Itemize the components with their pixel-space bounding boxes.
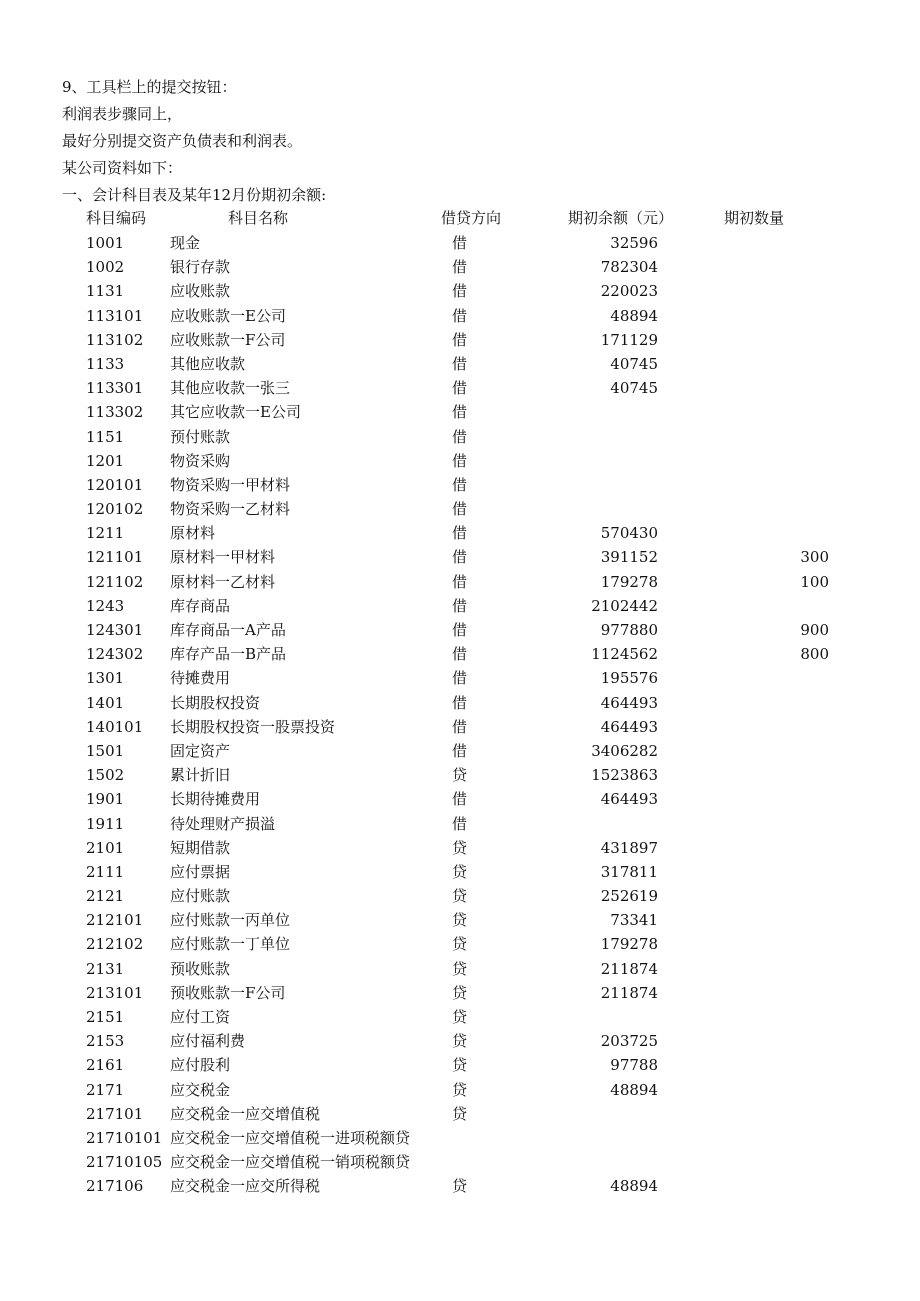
account-code: 121101 xyxy=(86,548,144,567)
debit-credit-direction: 借 xyxy=(452,500,468,519)
account-code: 113302 xyxy=(86,403,144,422)
debit-credit-direction: 贷 xyxy=(452,887,468,906)
account-table xyxy=(0,205,920,1199)
debit-credit-direction: 借 xyxy=(452,524,468,543)
account-name: 固定资产 xyxy=(170,741,231,760)
account-name: 待摊费用 xyxy=(170,669,231,688)
debit-credit-direction: 借 xyxy=(452,645,468,664)
debit-credit-direction: 借 xyxy=(452,330,468,349)
account-name: 应付工资 xyxy=(170,1008,231,1026)
intro-line: 利润表步骤同上， xyxy=(62,105,183,123)
account-name: 长期股权投资一股票投资 xyxy=(170,717,336,736)
opening-balance: 3406282 xyxy=(591,741,658,760)
account-name: 应交税金一应交增值税一销项税额贷 xyxy=(170,1153,411,1172)
debit-credit-direction: 借 xyxy=(452,669,468,688)
table-row xyxy=(0,618,920,642)
account-name: 其他应收款一张三 xyxy=(170,379,291,398)
table-row xyxy=(0,642,920,666)
table-row xyxy=(0,715,920,739)
debit-credit-direction: 借 xyxy=(452,693,468,712)
debit-credit-direction: 借 xyxy=(452,717,468,736)
debit-credit-direction: 借 xyxy=(452,234,468,252)
opening-balance: 464493 xyxy=(600,790,658,809)
table-row xyxy=(0,352,920,376)
account-name: 应交税金 xyxy=(170,1080,231,1099)
debit-credit-direction: 贷 xyxy=(452,911,468,930)
opening-balance: 211874 xyxy=(600,959,658,978)
account-name: 应交税金一应交增值税一进项税额贷 xyxy=(170,1128,411,1147)
table-row xyxy=(0,400,920,424)
account-code: 2111 xyxy=(86,862,125,881)
account-name: 库存产品一B产品 xyxy=(170,645,287,664)
header-direction: 借贷方向 xyxy=(441,209,502,227)
account-code: 2161 xyxy=(86,1056,125,1075)
debit-credit-direction: 借 xyxy=(452,790,468,809)
account-code: 2153 xyxy=(86,1032,125,1051)
intro-line: 9、工具栏上的提交按钮： xyxy=(62,78,237,96)
opening-balance: 179278 xyxy=(600,572,658,591)
intro-line: 最好分别提交资产负债表和利润表。 xyxy=(62,132,303,150)
table-row xyxy=(0,691,920,715)
account-name: 应交税金一应交所得税 xyxy=(170,1177,321,1196)
header-quantity: 期初数量 xyxy=(724,209,785,227)
table-row xyxy=(0,425,920,449)
account-name: 原材料一甲材料 xyxy=(170,548,276,567)
table-row xyxy=(0,666,920,690)
opening-balance: 40745 xyxy=(610,379,658,398)
table-row xyxy=(0,763,920,787)
account-name: 应付福利费 xyxy=(170,1032,246,1051)
opening-balance: 1523863 xyxy=(591,766,658,785)
account-name: 其它应收款一E公司 xyxy=(170,403,301,422)
debit-credit-direction: 借 xyxy=(452,548,468,567)
account-name: 应付股利 xyxy=(170,1056,231,1075)
table-row xyxy=(0,376,920,400)
account-name: 累计折旧 xyxy=(170,766,231,785)
debit-credit-direction: 借 xyxy=(452,379,468,398)
table-row xyxy=(0,812,920,836)
account-name: 原材料 xyxy=(170,524,216,543)
account-code: 212101 xyxy=(86,911,144,930)
account-code: 124302 xyxy=(86,645,144,664)
account-code: 21710101 xyxy=(86,1128,163,1147)
table-row xyxy=(0,1102,920,1126)
opening-balance: 464493 xyxy=(600,717,658,736)
table-row xyxy=(0,1078,920,1102)
table-row xyxy=(0,449,920,473)
debit-credit-direction: 贷 xyxy=(452,1104,468,1123)
opening-balance: 97788 xyxy=(610,1056,658,1075)
account-name: 预收账款一F公司 xyxy=(170,983,286,1002)
account-code: 2151 xyxy=(86,1008,125,1026)
debit-credit-direction: 贷 xyxy=(452,1177,468,1196)
debit-credit-direction: 贷 xyxy=(452,1080,468,1099)
opening-quantity: 100 xyxy=(800,572,829,591)
account-name: 原材料一乙材料 xyxy=(170,572,276,591)
opening-balance: 48894 xyxy=(610,306,658,325)
table-row xyxy=(0,1150,920,1174)
opening-balance: 317811 xyxy=(600,862,658,881)
account-code: 113101 xyxy=(86,306,144,325)
account-code: 113301 xyxy=(86,379,144,398)
table-row xyxy=(0,594,920,618)
account-code: 124301 xyxy=(86,621,144,639)
debit-credit-direction: 借 xyxy=(452,572,468,591)
account-code: 21710105 xyxy=(86,1153,163,1172)
debit-credit-direction: 贷 xyxy=(452,1032,468,1051)
account-name: 物资采购 xyxy=(170,451,231,470)
account-name: 预付账款 xyxy=(170,427,231,446)
opening-balance: 2102442 xyxy=(591,596,658,615)
account-name: 现金 xyxy=(170,234,201,252)
account-code: 1901 xyxy=(86,790,125,809)
opening-balance: 48894 xyxy=(610,1080,658,1099)
account-code: 1243 xyxy=(86,596,125,615)
table-row xyxy=(0,787,920,811)
table-row xyxy=(0,884,920,908)
account-name: 应收账款一E公司 xyxy=(170,306,286,325)
account-code: 217106 xyxy=(86,1177,144,1196)
table-row xyxy=(0,1126,920,1150)
account-code: 1131 xyxy=(86,282,125,301)
opening-balance: 179278 xyxy=(600,935,658,954)
table-body xyxy=(0,231,920,1199)
debit-credit-direction: 借 xyxy=(452,741,468,760)
account-code: 1211 xyxy=(86,524,125,543)
header-balance: 期初余额（元） xyxy=(568,209,674,227)
header-code: 科目编码 xyxy=(86,209,147,227)
debit-credit-direction: 借 xyxy=(452,596,468,615)
intro-line: 某公司资料如下： xyxy=(62,159,183,177)
account-name: 应收账款 xyxy=(170,282,231,301)
account-name: 短期借款 xyxy=(170,838,231,857)
table-row xyxy=(0,255,920,279)
opening-balance: 40745 xyxy=(610,354,658,373)
account-code: 1001 xyxy=(86,234,125,252)
debit-credit-direction: 贷 xyxy=(452,935,468,954)
account-name: 银行存款 xyxy=(170,258,231,277)
debit-credit-direction: 借 xyxy=(452,427,468,446)
opening-balance: 431897 xyxy=(600,838,658,857)
opening-balance: 391152 xyxy=(600,548,658,567)
table-row xyxy=(0,279,920,303)
account-name: 待处理财产损溢 xyxy=(170,814,276,833)
account-code: 2121 xyxy=(86,887,125,906)
debit-credit-direction: 贷 xyxy=(452,959,468,978)
opening-balance: 252619 xyxy=(600,887,658,906)
table-row xyxy=(0,521,920,545)
table-row xyxy=(0,957,920,981)
account-code: 1201 xyxy=(86,451,125,470)
account-code: 2131 xyxy=(86,959,125,978)
account-name: 应交税金一应交增值税 xyxy=(170,1104,321,1123)
opening-balance: 171129 xyxy=(600,330,658,349)
account-code: 2171 xyxy=(86,1080,125,1099)
debit-credit-direction: 贷 xyxy=(452,862,468,881)
opening-balance: 782304 xyxy=(600,258,658,277)
table-row xyxy=(0,860,920,884)
opening-balance: 211874 xyxy=(600,983,658,1002)
account-code: 120101 xyxy=(86,475,144,494)
opening-balance: 73341 xyxy=(610,911,658,930)
table-row xyxy=(0,981,920,1005)
account-code: 212102 xyxy=(86,935,144,954)
account-code: 113102 xyxy=(86,330,144,349)
header-name: 科目名称 xyxy=(228,209,289,227)
account-name: 应付账款一丁单位 xyxy=(170,935,291,954)
opening-quantity: 800 xyxy=(800,645,829,664)
table-row xyxy=(0,908,920,932)
opening-quantity: 300 xyxy=(800,548,829,567)
debit-credit-direction: 借 xyxy=(452,451,468,470)
account-name: 应付账款 xyxy=(170,887,231,906)
account-code: 1401 xyxy=(86,693,125,712)
account-code: 120102 xyxy=(86,500,144,519)
table-row xyxy=(0,570,920,594)
debit-credit-direction: 贷 xyxy=(452,838,468,857)
debit-credit-direction: 贷 xyxy=(452,1008,468,1026)
debit-credit-direction: 贷 xyxy=(452,983,468,1002)
debit-credit-direction: 借 xyxy=(452,306,468,325)
opening-balance: 1124562 xyxy=(591,645,658,664)
opening-balance: 977880 xyxy=(600,621,658,639)
table-row xyxy=(0,932,920,956)
debit-credit-direction: 借 xyxy=(452,403,468,422)
table-row xyxy=(0,304,920,328)
table-row xyxy=(0,1053,920,1077)
account-name: 应付票据 xyxy=(170,862,231,881)
debit-credit-direction: 借 xyxy=(452,475,468,494)
debit-credit-direction: 借 xyxy=(452,282,468,301)
table-row xyxy=(0,1174,920,1198)
account-code: 121102 xyxy=(86,572,144,591)
opening-balance: 220023 xyxy=(600,282,658,301)
intro-text xyxy=(62,74,326,209)
account-name: 应收账款一F公司 xyxy=(170,330,286,349)
account-code: 1501 xyxy=(86,741,125,760)
table-row xyxy=(0,836,920,860)
account-name: 库存商品 xyxy=(170,596,231,615)
debit-credit-direction: 借 xyxy=(452,258,468,277)
table-row xyxy=(0,1029,920,1053)
table-header xyxy=(0,205,920,231)
account-name: 库存商品一A产品 xyxy=(170,621,286,639)
debit-credit-direction: 借 xyxy=(452,354,468,373)
account-name: 长期股权投资 xyxy=(170,693,261,712)
section-heading: 一、会计科目表及某年12月份期初余额: xyxy=(62,186,327,204)
account-name: 预收账款 xyxy=(170,959,231,978)
opening-balance: 570430 xyxy=(600,524,658,543)
account-code: 1301 xyxy=(86,669,125,688)
opening-quantity: 900 xyxy=(800,621,829,639)
account-code: 1133 xyxy=(86,354,125,373)
account-name: 长期待摊费用 xyxy=(170,790,261,809)
table-row xyxy=(0,545,920,569)
account-code: 2101 xyxy=(86,838,125,857)
account-code: 1151 xyxy=(86,427,125,446)
account-code: 140101 xyxy=(86,717,144,736)
opening-balance: 464493 xyxy=(600,693,658,712)
table-row xyxy=(0,231,920,255)
debit-credit-direction: 借 xyxy=(452,621,468,639)
account-code: 1502 xyxy=(86,766,125,785)
opening-balance: 195576 xyxy=(600,669,658,688)
account-name: 应付账款一丙单位 xyxy=(170,911,291,930)
account-name: 其他应收款 xyxy=(170,354,246,373)
table-row xyxy=(0,473,920,497)
table-row xyxy=(0,1005,920,1029)
opening-balance: 203725 xyxy=(600,1032,658,1051)
table-row xyxy=(0,739,920,763)
account-code: 213101 xyxy=(86,983,144,1002)
opening-balance: 48894 xyxy=(610,1177,658,1196)
account-code: 1911 xyxy=(86,814,125,833)
debit-credit-direction: 贷 xyxy=(452,766,468,785)
debit-credit-direction: 贷 xyxy=(452,1056,468,1075)
table-row xyxy=(0,497,920,521)
account-name: 物资采购一乙材料 xyxy=(170,500,291,519)
account-code: 1002 xyxy=(86,258,125,277)
table-row xyxy=(0,328,920,352)
opening-balance: 32596 xyxy=(610,234,658,252)
account-code: 217101 xyxy=(86,1104,144,1123)
debit-credit-direction: 借 xyxy=(452,814,468,833)
account-name: 物资采购一甲材料 xyxy=(170,475,291,494)
